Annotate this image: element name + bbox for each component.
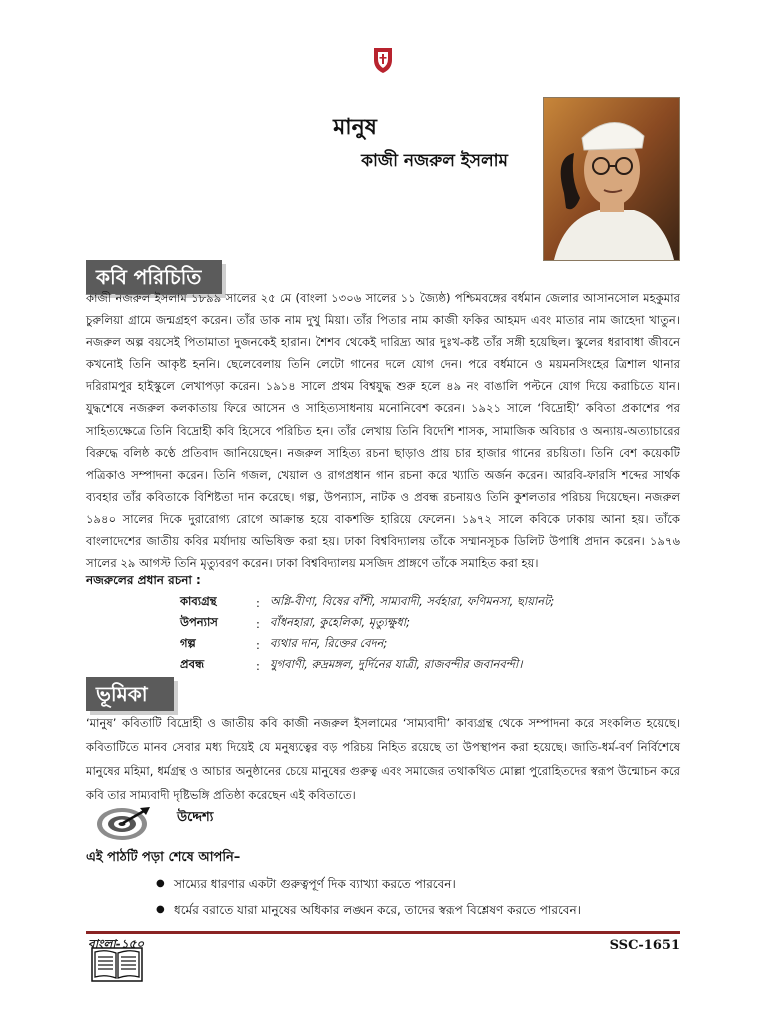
poet-portrait [543,97,680,261]
work-row-novel [180,613,680,634]
list-item: ● ধর্মের বরাতে যারা মানুষের অধিকার লঙ্ঘন করে, তাদের স্বরূপ বিশ্লেষণ করতে পারবেন। [150,900,680,926]
objective-label: উদ্দেশ্য [177,810,214,825]
work-titles: ব্যথার দান, রিক্তের বেদন; [270,636,388,650]
work-titles: বাঁধনহারা, কুহেলিকা, মৃত্যুক্ষুধা; [270,615,410,629]
open-book-icon [91,946,143,982]
work-row-poetry [180,592,680,613]
introduction-paragraph: ‘মানুষ’ কবিতাটি বিদ্রোহী ও জাতীয় কবি কাজী নজরুল ইসলামের ‘সাম্যবাদী’ কাব্যগ্রন্থ থেকে সম্পাদনা করে সংকলিত হয়েছে। কবিতাটিতে মানব সেবার মধ্য দিয়েই যে মনুষ্যত্বের বড় পরিচয় নিহিত রয়েছে তা উপস্থাপন করা হয়েছে। জাতি-ধর্ম-বর্ণ নির্বিশেষে মানুষের মহিমা, ধর্মগ্রন্থ ও আচার অনুষ্ঠানের চেয়ে মানুষের গুরুত্ব এবং সমাজের তথাকথিত মোল্লা পুরোহিতদের স্বরূপ উন্মোচন করে কবি তার সাম্যবাদী দৃষ্টিভঙ্গি প্রতিষ্ঠা করেছেন এই কবিতাতে। [86,716,680,802]
work-titles: যুগবাণী, রুদ্রমঙ্গল, দুর্দিনের যাত্রী, রাজবন্দীর জবানবন্দী। [270,657,523,671]
work-separator: : [256,595,260,610]
section-heading-poet-intro: কবি পরিচিতি [86,260,222,294]
poem-title: মানুষ [333,115,377,140]
work-category: প্রবন্ধ [180,657,205,671]
work-separator: : [256,658,260,673]
work-category: উপন্যাস [180,615,218,629]
major-works-heading: নজরুলের প্রধান রচনা : [86,573,201,587]
work-separator: : [256,616,260,631]
page-label: বাংলা-১৫০ [88,937,145,951]
poet-name: কাজী নজরুল ইসলাম [361,151,508,171]
work-category: গল্প [180,636,196,650]
work-category: কাব্যগ্রন্থ [180,594,217,608]
list-item: ● সাম্যের ধারণার একটা গুরুত্বপূর্ণ দিক ব্যাখ্যা করতে পারবেন। [150,874,680,900]
work-titles: অগ্নি-বীণা, বিষের বাঁশী, সাম্যবাদী, সর্বহারা, ফণিমনসা, ছায়ানট; [270,594,555,608]
section-heading-introduction: ভূমিকা [86,677,174,711]
target-icon [96,806,152,842]
learning-outcomes-list [150,874,680,926]
major-works-list [180,592,680,676]
work-row-story [180,634,680,655]
footer-divider [86,931,680,934]
work-separator: : [256,637,260,652]
course-code: SSC-1651 [609,938,680,953]
work-row-essay [180,655,680,676]
learning-outcomes-heading: এই পাঠটি পড়া শেষে আপনি– [86,850,241,865]
poet-intro-paragraph: কাজী নজরুল ইসলাম ১৮৯৯ সালের ২৫ মে (বাংলা ১৩০৬ সালের ১১ জ্যৈষ্ঠ) পশ্চিমবঙ্গের বর্ধমান জেলার আসানসোল মহকুমার চুরুলিয়া গ্রামে জন্মগ্রহণ করেন। তাঁর ডাক নাম দুখু মিয়া। তাঁর পিতার নাম কাজী ফকির আহমদ এবং মাতার নাম জাহেদা খাতুন। নজরুল অল্প বয়সেই পিতামাতা দুজনকেই হারান। শৈশব থেকেই দারিদ্র্য আর দুঃখ-কষ্ট তাঁর সঙ্গী হয়েছিল। স্কুলের ধরাবাধা জীবনে কখনোই তিনি আকৃষ্ট হননি। ছেলেবেলায় তিনি লেটো গানের দলে যোগ দেন। পরে বর্ধমানে ও ময়মনসিংহের ত্রিশাল থানার দরিরামপুর হাইস্কুলে লেখাপড়া করেন। ১৯১৪ সালে প্রথম বিশ্বযুদ্ধ শুরু হলে ৪৯ নং বাঙালি পল্টনে যোগ দিয়ে করাচিতে যান। যুদ্ধশেষে নজরুল কলকাতায় ফিরে আসেন ও সাহিত্যসাধনায় মনোনিবেশ করেন। ১৯২১ সালে ‘বিদ্রোহী’ কবিতা প্রকাশের পর সাহিত্যক্ষেত্রে তিনি বিদ্রোহী কবি হিসেবে পরিচিত হন। তাঁর লেখায় তিনি বিদেশি শাসক, সামাজিক অবিচার ও অন্যায়-অত্যাচারের বিরুদ্ধে বলিষ্ঠ কণ্ঠে প্রতিবাদ জানিয়েছেন। নজরুল সাহিত্য রচনা ছাড়াও প্রায় চার হাজার গানের রচয়িতা। তিনি বেশ কয়েকটি পত্রিকাও সম্পাদনা করেন। তিনি গজল, খেয়াল ও রাগপ্রধান গান রচনা করে খ্যাতি অর্জন করেন। আরবি-ফারসি শব্দের সার্থক ব্যবহার তাঁর কবিতাকে বিশিষ্টতা দান করেছে। গল্প, উপন্যাস, নাটক ও প্রবন্ধ রচনায়ও তিনি কুশলতার পরিচয় দিয়েছেন। নজরুল ১৯৪০ সালের দিকে দুরারোগ্য রোগে আক্রান্ত হয়ে বাকশক্তি হারিয়ে ফেলেন। ১৯৭২ সালে কবিকে ঢাকায় আনা হয়। তাঁকে বাংলাদেশের জাতীয় কবির মর্যাদায় অভিষিক্ত করা হয়। ঢাকা বিশ্ববিদ্যালয় তাঁকে সম্মানসূচক ডিলিট উপাধি প্রদান করেন। ১৯৭৬ সালের ২৯ আগস্ট তিনি মৃত্যুবরণ করেন। ঢাকা বিশ্ববিদ্যালয় মসজিদ প্রাঙ্গণে তাঁকে সমাহিত করা হয়। [86,291,680,571]
university-emblem-icon [371,45,395,75]
